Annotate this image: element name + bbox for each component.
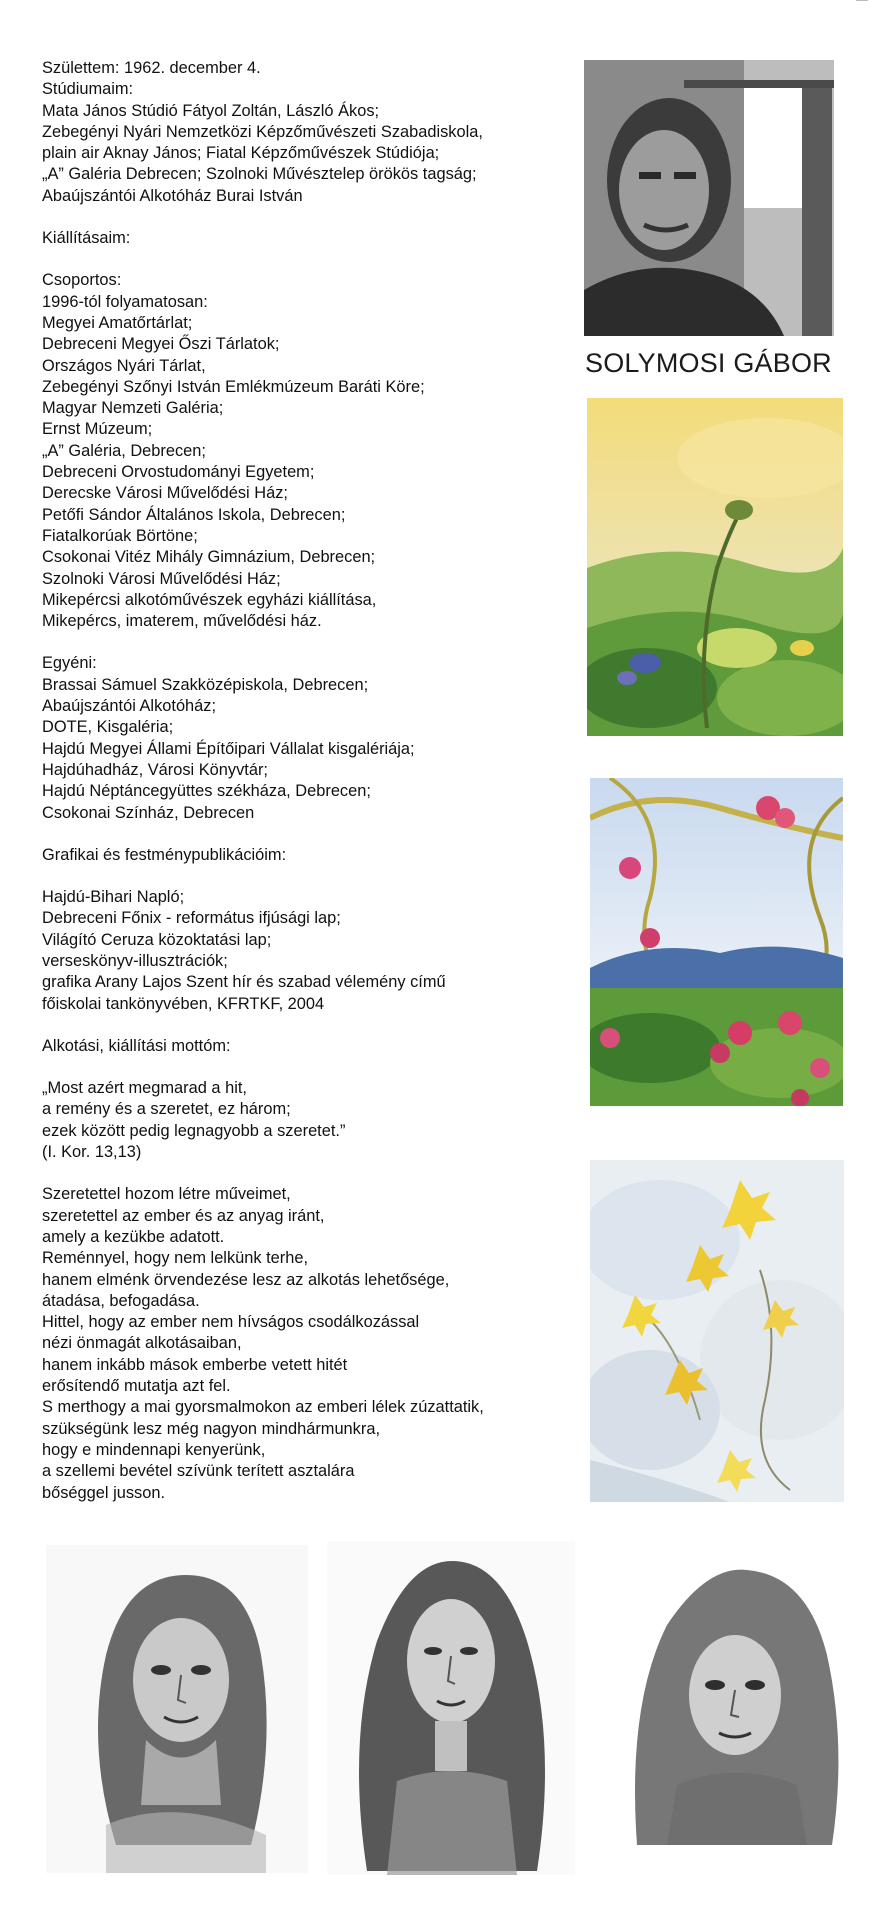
publication-item: főiskolai tankönyvében, KFRTKF, 2004 bbox=[42, 994, 325, 1013]
solo-exhibition-item: Hajdú Néptáncegyüttes székháza, Debrecen; bbox=[42, 782, 371, 801]
credo-line: szükségünk lesz még nagyon mindhármunkra, bbox=[42, 1419, 381, 1438]
group-exhibitions-list bbox=[42, 292, 562, 633]
credo-line: a szellemi bevétel szívünk terített asztalára bbox=[42, 1462, 355, 1481]
solo-exhibition-item: Hajdúhadház, Városi Könyvtár; bbox=[42, 760, 268, 779]
group-exhibition-item: Derecske Városi Művelődési Ház; bbox=[42, 484, 288, 503]
publication-item: verseskönyv-illusztrációk; bbox=[42, 951, 228, 970]
solo-exhibition-item: Hajdú Megyei Állami Építőipari Vállalat kisgalériája; bbox=[42, 739, 415, 758]
credo-line: nézi önmagát alkotásaiban, bbox=[42, 1334, 242, 1353]
solo-exhibition-item: Csokonai Színház, Debrecen bbox=[42, 803, 255, 822]
bio-line: „A” Galéria Debrecen; Szolnoki Művésztelep örökös tagság; bbox=[42, 165, 477, 184]
group-exhibition-item: Ernst Múzeum; bbox=[42, 420, 153, 439]
motto-heading: Alkotási, kiállítási mottóm: bbox=[42, 1036, 231, 1055]
publications-list bbox=[42, 887, 562, 1015]
credo-line: amely a kezükbe adatott. bbox=[42, 1227, 225, 1246]
group-exhibition-item: Fiatalkorúak Börtöne; bbox=[42, 526, 198, 545]
bio-line: Abaújszántói Alkotóház Burai István bbox=[42, 186, 303, 205]
credo-line: szeretettel az ember és az anyag iránt, bbox=[42, 1206, 325, 1225]
quote-line: „Most azért megmarad a hit, bbox=[42, 1079, 247, 1098]
group-exhibition-item: Zebegényi Szőnyi István Emlékmúzeum Baráti Köre; bbox=[42, 377, 425, 396]
bio-line: plain air Aknay János; Fiatal Képzőművészek Stúdiója; bbox=[42, 144, 440, 163]
portrait-drawing-woman-2 bbox=[327, 1541, 575, 1875]
publication-item: Hajdú-Bihari Napló; bbox=[42, 888, 185, 907]
credo-line: bőséggel jusson. bbox=[42, 1483, 166, 1502]
credo-line: erősítendő mutatja azt fel. bbox=[42, 1377, 231, 1396]
group-exhibition-item: Szolnoki Városi Művelődési Ház; bbox=[42, 569, 281, 588]
solo-exhibition-item: Abaújszántói Alkotóház; bbox=[42, 697, 217, 716]
credo-line: Hittel, hogy az ember nem hívságos csodálkozással bbox=[42, 1313, 420, 1332]
corner-mark bbox=[856, 0, 868, 1]
credo-line: Szeretettel hozom létre műveimet, bbox=[42, 1185, 291, 1204]
publications-heading: Grafikai és festménypublikációim: bbox=[42, 845, 287, 864]
credo-text bbox=[42, 1184, 562, 1503]
credo-line: átadása, befogadása. bbox=[42, 1291, 200, 1310]
solo-exhibitions-list bbox=[42, 675, 562, 824]
credo-line: S merthogy a mai gyorsmalmokon az emberi lélek zúzattatik, bbox=[42, 1398, 484, 1417]
group-exhibition-item: Csokonai Vitéz Mihály Gimnázium, Debrecen; bbox=[42, 548, 376, 567]
painting-roses-mountains bbox=[590, 778, 843, 1106]
bio-line: Stúdiumaim: bbox=[42, 80, 134, 99]
bio-line: Születtem: 1962. december 4. bbox=[42, 59, 261, 77]
portrait-drawing-woman-3 bbox=[617, 1545, 849, 1877]
group-exhibition-item: Debreceni Orvostudományi Egyetem; bbox=[42, 463, 315, 482]
bio-line: Mata János Stúdió Fátyol Zoltán, László Ákos; bbox=[42, 101, 380, 120]
artist-portrait-photo bbox=[584, 60, 844, 336]
solo-exhibition-item: DOTE, Kisgaléria; bbox=[42, 718, 174, 737]
group-exhibition-item: Országos Nyári Tárlat, bbox=[42, 356, 206, 375]
group-exhibition-item: Petőfi Sándor Általános Iskola, Debrecen; bbox=[42, 505, 346, 524]
bio-section bbox=[42, 58, 562, 207]
portrait-drawing-woman-1 bbox=[46, 1545, 308, 1873]
group-heading: Csoportos: bbox=[42, 271, 122, 290]
solo-exhibition-item: Brassai Sámuel Szakközépiskola, Debrecen; bbox=[42, 675, 369, 694]
group-exhibition-item: Magyar Nemzeti Galéria; bbox=[42, 399, 224, 418]
artist-name: SOLYMOSI GÁBOR bbox=[585, 348, 832, 378]
solo-heading: Egyéni: bbox=[42, 654, 97, 673]
quote-line: (I. Kor. 13,13) bbox=[42, 1143, 142, 1162]
group-exhibition-item: Mikepércsi alkotóművészek egyházi kiállítása, bbox=[42, 590, 377, 609]
group-exhibition-item: Mikepércs, imaterem, művelődési ház. bbox=[42, 612, 322, 631]
publication-item: grafika Arany Lajos Szent hír és szabad vélemény című bbox=[42, 973, 446, 992]
group-exhibition-item: Megyei Amatőrtárlat; bbox=[42, 313, 193, 332]
painting-landscape-flowers bbox=[587, 398, 843, 736]
group-exhibition-item: 1996-tól folyamatosan: bbox=[42, 292, 208, 311]
motto-quote bbox=[42, 1078, 562, 1163]
publication-item: Világító Ceruza közoktatási lap; bbox=[42, 930, 272, 949]
credo-line: hogy e mindennapi kenyerünk, bbox=[42, 1440, 266, 1459]
publication-item: Debreceni Főnix - református ifjúsági lap; bbox=[42, 909, 341, 928]
exhibitions-heading: Kiállításaim: bbox=[42, 229, 131, 248]
credo-line: hanem elménk örvendezése lesz az alkotás lehetősége, bbox=[42, 1270, 450, 1289]
biography-text bbox=[42, 58, 562, 1504]
credo-line: Reménnyel, hogy nem lelkünk terhe, bbox=[42, 1249, 309, 1268]
group-exhibition-item: „A” Galéria, Debrecen; bbox=[42, 441, 206, 460]
painting-yellow-flowers bbox=[590, 1160, 844, 1502]
quote-line: ezek között pedig legnagyobb a szeretet.” bbox=[42, 1121, 346, 1140]
group-exhibition-item: Debreceni Megyei Őszi Tárlatok; bbox=[42, 335, 280, 354]
credo-line: hanem inkább mások emberbe vetett hitét bbox=[42, 1355, 348, 1374]
bio-line: Zebegényi Nyári Nemzetközi Képzőművészeti Szabadiskola, bbox=[42, 122, 483, 141]
quote-line: a remény és a szeretet, ez három; bbox=[42, 1100, 291, 1119]
